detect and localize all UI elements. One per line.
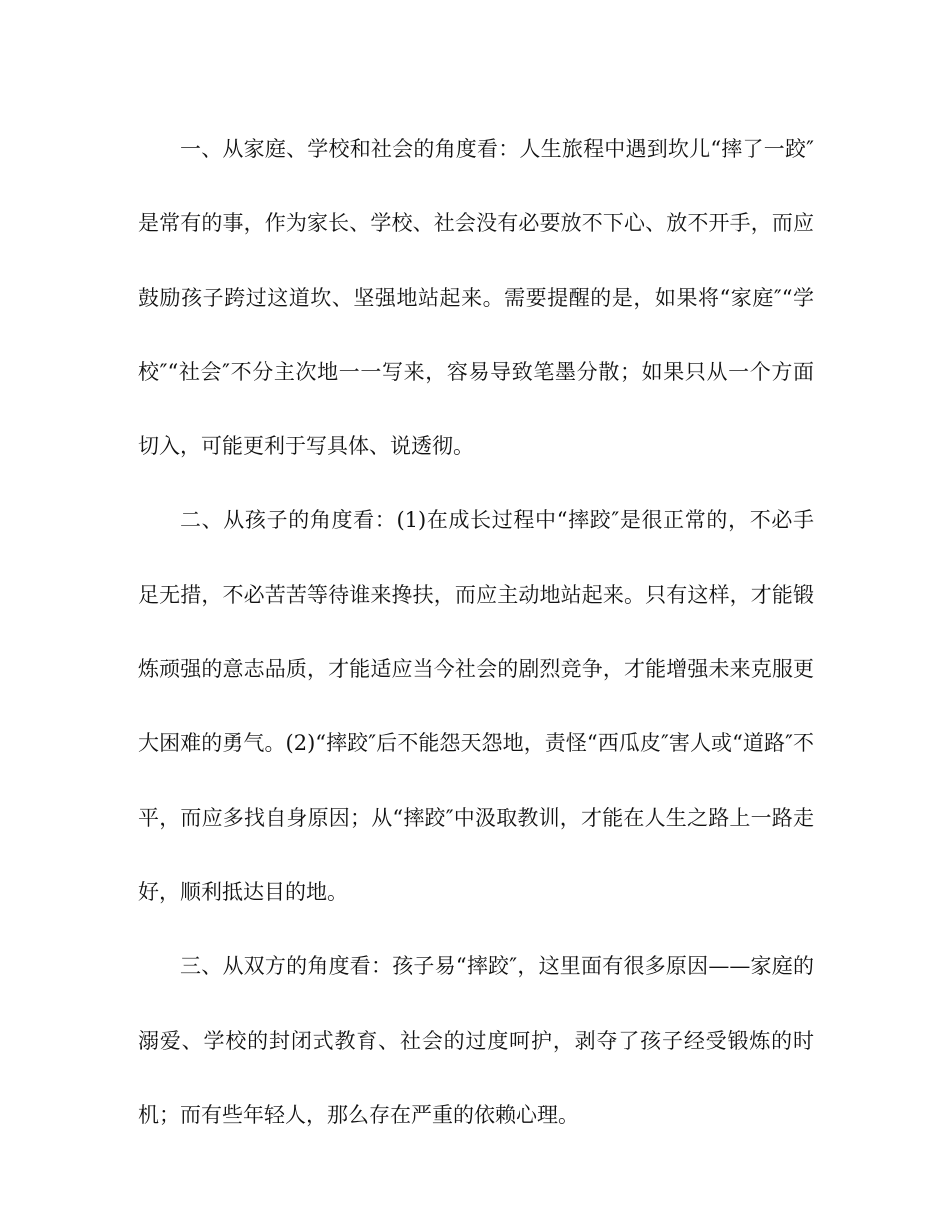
paragraph-family-school-society: 一、从家庭、学校和社会的角度看：人生旅程中遇到坎儿“摔了一跤″是常有的事，作为家长、学校、社会没有必要放不下心、放不开手，而应鼓励孩子跨过这道坎、坚强地站起来。需要提醒的是，如果将“家庭″“学校″“社会″不分主次地一一写来，容易导致笔墨分散；如果只从一个方面切入，可能更利于写具体、说透彻。 [138,137,814,459]
document-body [138,112,814,1152]
paragraph-child-perspective: 二、从孩子的角度看：(1)在成长过程中“摔跤″是很正常的，不必手足无措，不必苦苦等待谁来搀扶，而应主动地站起来。只有这样，才能锻炼顽强的意志品质，才能适应当今社会的剧烈竞争，才能增强未来克服更大困难的勇气。(2)“摔跤″后不能怨天怨地，责怪“西瓜皮″害人或“道路″不平，而应多找自身原因；从“摔跤″中汲取教训，才能在人生之路上一路走好，顺利抵达目的地。 [138,508,814,904]
paragraph-both-sides: 三、从双方的角度看：孩子易“摔跤″，这里面有很多原因——家庭的溺爱、学校的封闭式教育、社会的过度呵护，剥夺了孩子经受锻炼的时机；而有些年轻人，那么存在严重的依赖心理。 [138,954,814,1127]
